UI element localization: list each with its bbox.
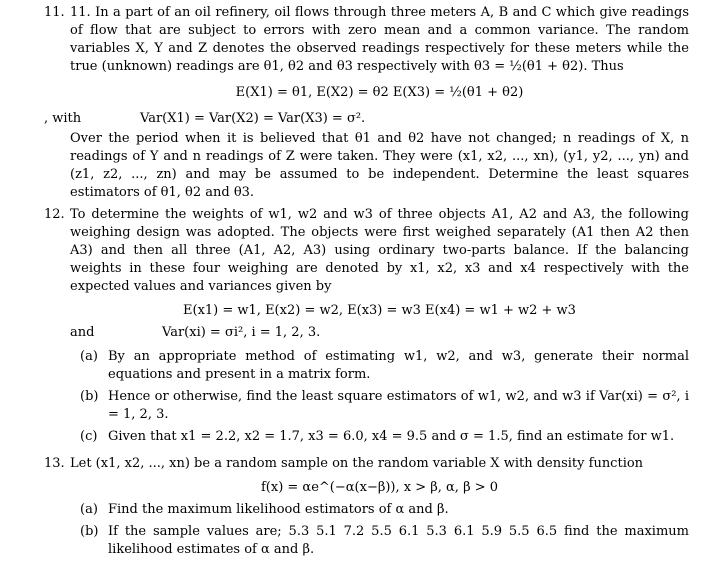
question-number: 13. bbox=[44, 456, 65, 471]
variance-equation: Var(xi) = σi², i = 1, 2, 3. bbox=[162, 325, 321, 340]
part-label: (b) bbox=[80, 524, 99, 539]
question-12-part-b bbox=[80, 388, 689, 424]
part-label: (c) bbox=[80, 429, 98, 444]
question-11 bbox=[44, 4, 689, 202]
part-text: Given that x1 = 2.2, x2 = 1.7, x3 = 6.0, x4 = 9.5 and σ = 1.5, find an estimate for w1. bbox=[108, 429, 675, 444]
question-13-density: f(x) = αe^(−α(x−β)), x > β, α, β > 0 bbox=[260, 480, 499, 495]
part-label: (b) bbox=[80, 389, 99, 404]
question-13 bbox=[44, 455, 689, 559]
question-13-intro: Let (x1, x2, ..., xn) be a random sample on the random variable X with density function bbox=[70, 456, 644, 471]
question-12-intro: To determine the weights of w1, w2 and w3 of three objects A1, A2 and A3, the following weighing design was adopted. The objects were first weighed separately (A1 then A2 then A3) and then all three (A1, A2, A3) using ordinary two-parts balance. If the balancing weights in these four weighing are denoted by x1, x2, x3 and x4 respectively with the expected values and variances given by bbox=[70, 207, 689, 294]
question-12-variance-line bbox=[70, 324, 689, 342]
part-label: (a) bbox=[80, 502, 98, 517]
part-text: Hence or otherwise, find the least square estimators of w1, w2, and w3 if Var(xi) = σ², i = 1, 2, 3. bbox=[108, 389, 689, 422]
part-text: Find the maximum likelihood estimators of α and β. bbox=[108, 502, 449, 517]
and-label: and bbox=[70, 325, 95, 340]
with-label: , with bbox=[44, 111, 82, 126]
part-text: If the sample values are; 5.3 5.1 7.2 5.5 6.1 5.3 6.1 5.9 5.5 6.5 find the maximum likelihood estimates of α and β. bbox=[108, 524, 689, 557]
question-12-part-c bbox=[80, 428, 689, 446]
question-12-expectations: E(x1) = w1, E(x2) = w2, E(x3) = w3 E(x4) = w1 + w2 + w3 bbox=[183, 303, 576, 318]
question-number: 11. bbox=[44, 5, 65, 20]
question-12 bbox=[44, 206, 689, 446]
part-text: By an appropriate method of estimating w1, w2, and w3, generate their normal equations and present in a matrix form. bbox=[108, 349, 689, 382]
question-11-expectations: E(X1) = θ1, E(X2) = θ2 E(X3) = ½(θ1 + θ2) bbox=[235, 85, 524, 100]
question-11-body: Over the period when it is believed that θ1 and θ2 have not changed; n readings of X, n readings of Y and n readings of Z were taken. They were (x1, x2, ..., xn), (y1, y2, ..., yn) and (z1, z2, ..., zn) and may be assumed to be independent. Determine the least squares estimators of θ1, θ2 and θ3. bbox=[70, 131, 689, 200]
variance-equation: Var(X1) = Var(X2) = Var(X3) = σ². bbox=[140, 111, 366, 126]
question-11-variance-line bbox=[44, 110, 689, 128]
question-11-intro: 11. In a part of an oil refinery, oil flows through three meters A, B and C which give readings of flow that are subject to errors with zero mean and a common variance. The random variables X, Y and Z denotes the observed readings respectively for these meters while the true (unknown) readings are θ1, θ2 and θ3 respectively with θ3 = ½(θ1 + θ2). Thus bbox=[70, 5, 689, 74]
question-13-part-b bbox=[80, 523, 689, 559]
question-12-part-a bbox=[80, 348, 689, 384]
part-label: (a) bbox=[80, 349, 98, 364]
question-number: 12. bbox=[44, 207, 65, 222]
question-13-part-a bbox=[80, 501, 689, 519]
